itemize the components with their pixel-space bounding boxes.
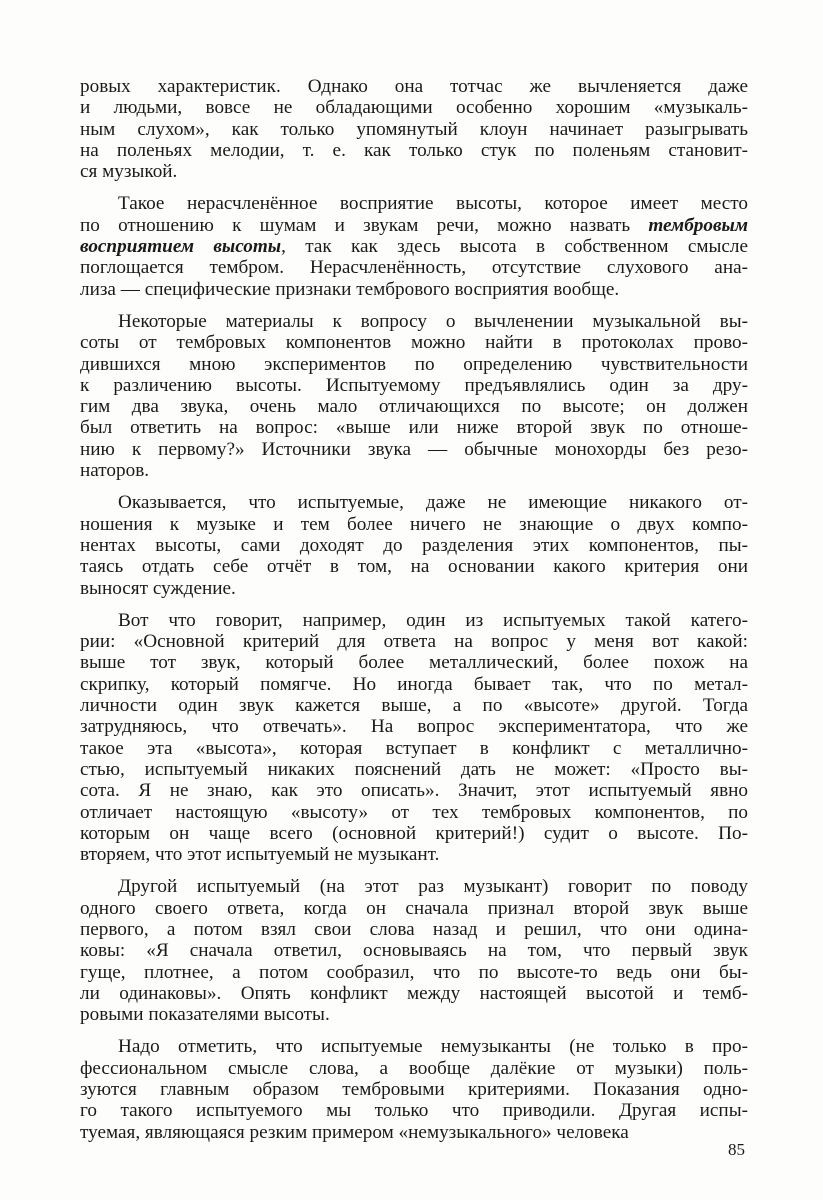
text-line: ся музыкой. [80,161,178,183]
paragraph [80,193,748,299]
text-line: дившихся мною экспериментов по определению чувствительности [80,353,748,375]
paragraph [80,311,748,481]
text-line: Некоторые материалы к вопросу о вычленении музыкальной вы- [118,310,748,332]
text-line: вторяем, что этот испытуемый не музыкант. [80,844,440,866]
page-number: 85 [728,1140,745,1159]
text-line: по отношению к шумам и звукам речи, можно назвать тембровым [80,214,748,236]
text-line: восприятием высоты, так как здесь высота в собственном смысле [80,236,748,258]
text-line: первого, а потом взял свои слова назад и решил, что они одина- [80,918,748,940]
text-line: Оказывается, что испытуемые, даже не имеющие никакого от- [118,492,748,514]
paragraph-gap [80,865,748,876]
paragraph [80,492,748,598]
text-line: нию к первому?» Источники звука — обычные монохорды без резо- [80,438,748,460]
text-line: одного своего ответа, когда он сначала признал второй звук выше [80,897,748,919]
text-line: к различению высоты. Испытуемому предъявлялись один за дру- [80,374,748,396]
text-line: гуще, плотнее, а потом сообразил, что по высоте-то ведь они бы- [80,961,748,983]
text-line: которым он чаще всего (основной критерий!) судит о высоте. По- [80,822,748,844]
text-line: зуются главным образом тембровыми критериями. Показания одно- [80,1079,748,1101]
text-line: туемая, являющаяся резким примером «немузыкального» человека [80,1121,629,1143]
paragraph [80,876,748,1025]
paragraph [80,610,748,866]
text-line: выше тот звук, который более металлический, более похож на [80,652,748,674]
text-line: отличает настоящую «высоту» от тех тембровых компонентов, по [80,801,748,823]
paragraph [80,76,748,182]
text-line: Такое нерасчленённое восприятие высоты, которое имеет место [118,193,748,215]
text-line: фессиональном смысле слова, а вообще далёкие от музыки) поль- [80,1057,748,1079]
text-line: ковы: «Я сначала ответил, основываясь на том, что первый звук [80,940,748,962]
paragraph-gap [80,481,748,492]
text-line: гим два звука, очень мало отличающихся по высоте; он должен [80,396,748,418]
text-line: ным слухом», как только упомянутый клоун начинает разыгрывать [80,118,748,140]
text-line: ровых характеристик. Однако она тотчас же вычленяется даже [80,76,748,97]
body-text [80,76,748,1143]
text-line: скрипку, который помягче. Но иногда бывает так, что по метал- [80,673,748,695]
text-line: наторов. [80,460,150,482]
text-line: был ответить на вопрос: «выше или ниже второй звук по отноше- [80,417,748,439]
text-line: соты от тембровых компонентов можно найти в протоколах прово- [80,332,748,354]
text-line: Вот что говорит, например, один из испытуемых такой катего- [118,609,748,631]
text-line: нентах высоты, сами доходят до разделения этих компонентов, пы- [80,534,748,556]
paragraph-gap [80,599,748,610]
text-line: таясь отдать себе отчёт в том, на основании какого критерия они [80,556,748,578]
text-line: ли одинаковы». Опять конфликт между настоящей высотой и темб- [80,982,748,1004]
text-line: такое эта «высота», которая вступает в конфликт с металлично- [80,737,748,759]
paragraph-gap [80,182,748,193]
text-line: и людьми, вовсе не обладающими особенно хорошим «музыкаль- [80,97,748,119]
text-line: Другой испытуемый (на этот раз музыкант) говорит по поводу [118,876,748,898]
text-line: выносят суждение. [80,577,236,599]
text-line: личности один звук кажется выше, а по «высоте» другой. Тогда [80,695,748,717]
paragraph-gap [80,1025,748,1036]
paragraph [80,1036,748,1142]
text-line: на поленьях мелодии, т. е. как только стук по поленьям становит- [80,139,748,161]
text-line: го такого испытуемого мы только что приводили. Другая испы- [80,1100,748,1122]
text-line: ношения к музыке и тем более ничего не знающие о двух компо- [80,513,748,535]
text-line: поглощается тембром. Нерасчленённость, отсутствие слухового ана- [80,257,748,279]
text-line: Надо отметить, что испытуемые немузыканты (не только в про- [118,1036,748,1058]
paragraph-gap [80,300,748,311]
text-line: стью, испытуемый никаких пояснений дать не может: «Просто вы- [80,758,748,780]
text-line: рии: «Основной критерий для ответа на вопрос у меня вот какой: [80,631,748,653]
text-line: сота. Я не знаю, как это описать». Значит, этот испытуемый явно [80,780,748,802]
text-line: ровыми показателями высоты. [80,1004,330,1026]
text-line: лиза — специфические признаки тембрового восприятия вообще. [80,278,620,300]
text-line: затрудняюсь, что отвечать». На вопрос экспериментатора, что же [80,716,748,738]
